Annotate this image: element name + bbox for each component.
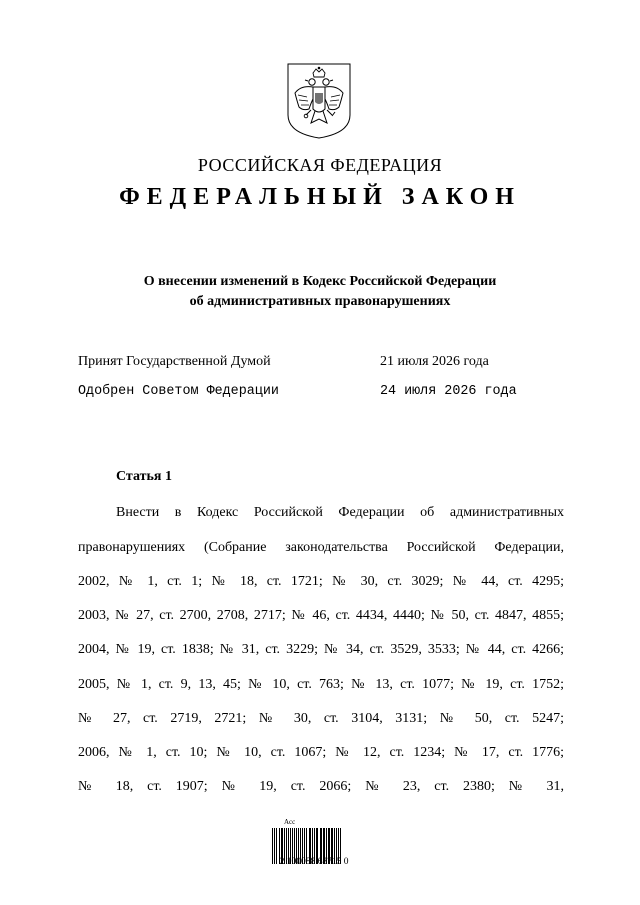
- article-title: Статья 1: [116, 469, 172, 484]
- article-text-line: 2005, № 1, ст. 9, 13, 45; № 10, ст. 763; № 13, ст. 1077; № 19, ст. 1752;: [78, 677, 564, 692]
- barcode-digits: 2 100088 68715 0: [279, 857, 349, 867]
- adoption-label: Принят Государственной Думой: [78, 354, 271, 369]
- barcode-mark: Acc: [284, 818, 296, 826]
- adoption-date: 21 июля 2026 года: [380, 354, 489, 369]
- article-text-line: № 18, ст. 1907; № 19, ст. 2066; № 23, ст. 2380; № 31,: [78, 779, 564, 794]
- approval-date: 24 июля 2026 года: [380, 384, 517, 399]
- article-text-line: правонарушениях (Собрание законодательства Российской Федерации,: [78, 540, 564, 555]
- law-title-line-2: об административных правонарушениях: [189, 294, 451, 309]
- article-text-line: 2002, № 1, ст. 1; № 18, ст. 1721; № 30, ст. 3029; № 44, ст. 4295;: [78, 574, 564, 589]
- article-text-line: 2003, № 27, ст. 2700, 2708, 2717; № 46, ст. 4434, 4440; № 50, ст. 4847, 4855;: [78, 608, 564, 623]
- law-title-line-1: О внесении изменений в Кодекс Российской Федерации: [143, 274, 497, 289]
- country-name: РОССИЙСКАЯ ФЕДЕРАЦИЯ: [197, 155, 443, 175]
- document-type: ФЕДЕРАЛЬНЫЙ ЗАКОН: [119, 184, 521, 210]
- article-text-line: 2004, № 19, ст. 1838; № 31, ст. 3229; № 34, ст. 3529, 3533; № 44, ст. 4266;: [78, 642, 564, 657]
- article-text-line: Внести в Кодекс Российской Федерации об административных: [116, 505, 564, 520]
- approval-label: Одобрен Советом Федерации: [78, 384, 279, 399]
- article-text-line: № 27, ст. 2719, 2721; № 30, ст. 3104, 3131; № 50, ст. 5247;: [78, 711, 564, 726]
- coat-of-arms-icon: [287, 63, 351, 139]
- article-text-line: 2006, № 1, ст. 10; № 10, ст. 1067; № 12, ст. 1234; № 17, ст. 1776;: [78, 745, 564, 760]
